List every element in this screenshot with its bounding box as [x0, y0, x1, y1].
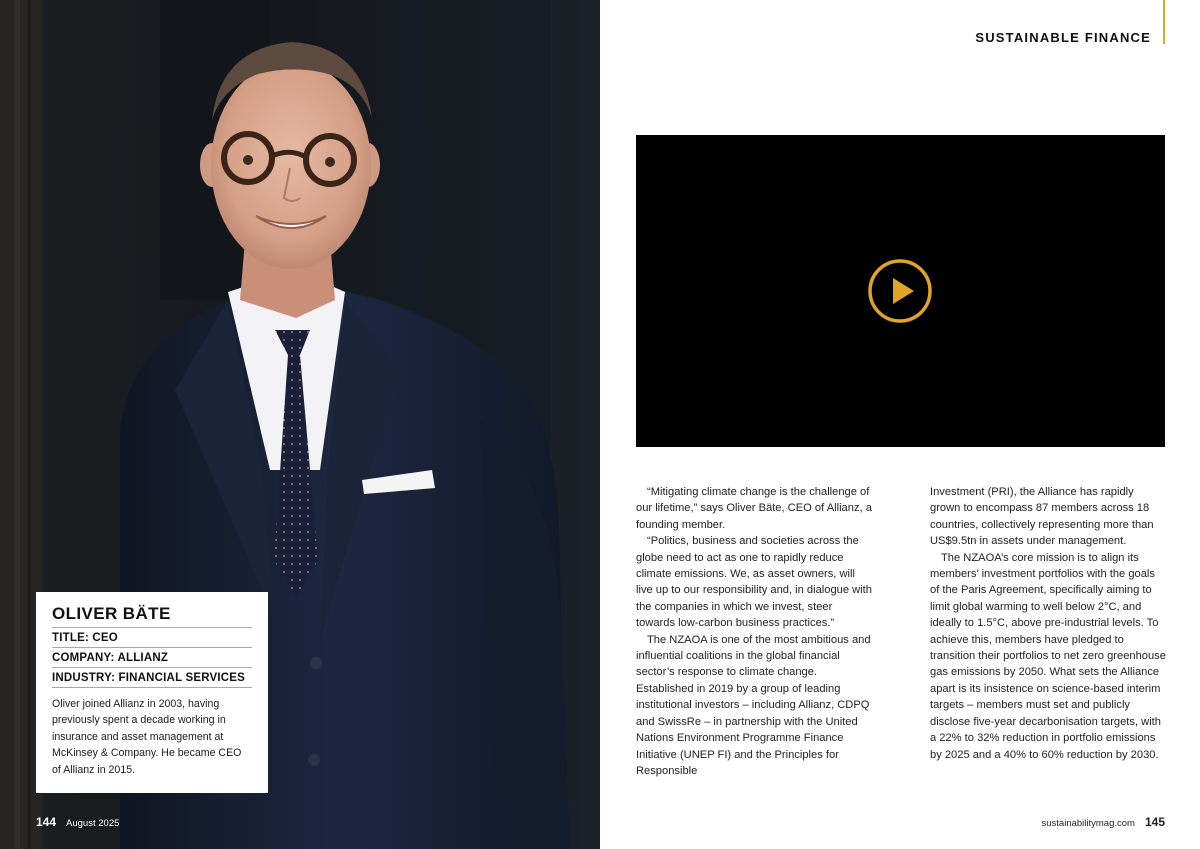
page-number-left: 144: [36, 815, 57, 829]
paragraph: “Mitigating climate change is the challenge of our lifetime,” says Oliver Bäte, CEO of Allianz, a founding member.: [636, 486, 872, 531]
paragraph: Investment (PRI), the Alliance has rapidly grown to encompass 87 members across 18 countries, collectively representing more than US$9.5tn in assets under management.: [930, 486, 1154, 548]
page-number-right: 145: [1144, 815, 1165, 829]
left-folio: [36, 815, 119, 829]
play-icon[interactable]: [868, 259, 932, 323]
profile-name: OLIVER BÄTE: [52, 604, 252, 628]
website-link[interactable]: sustainabilitymag.com: [1041, 818, 1135, 829]
section-title: SUSTAINABLE FINANCE: [975, 30, 1151, 45]
profile-card: [36, 592, 268, 793]
right-page: [600, 0, 1200, 849]
profile-bio: Oliver joined Allianz in 2003, having previously spent a decade working in insurance and asset management at McKinsey & Company. He became CEO of Allianz in 2015.: [52, 698, 242, 776]
article-column-1: [636, 484, 872, 779]
issue-date: August 2025: [66, 818, 120, 829]
article-column-2: [930, 484, 1166, 763]
profile-title: TITLE: CEO: [52, 628, 252, 648]
paragraph: “Politics, business and societies across the globe need to act as one to rapidly reduce climate emissions. We, as asset owners, will live up to our responsibility and, in dialogue with the companies in which we invest, steer towards low-carbon business practices.”: [636, 535, 872, 630]
right-folio: [1042, 815, 1166, 829]
paragraph: The NZAOA is one of the most ambitious and influential coalitions in the global financial sector’s response to climate change. Established in 2019 by a group of leading institutional investors – including Allianz, CDPQ and SwissRe – in partnership with the United Nations Environment Programme Finance Initiative (UNEP FI) and the Principles for Responsible: [636, 633, 871, 777]
section-accent-rule: [1163, 0, 1165, 44]
profile-industry: INDUSTRY: FINANCIAL SERVICES: [52, 668, 252, 688]
profile-company: COMPANY: ALLIANZ: [52, 648, 252, 668]
paragraph: The NZAOA’s core mission is to align its members’ investment portfolios with the goals of the Paris Agreement, specifically aiming to limit global warming to well below 2°C, and ideally to 1.5°C, above pre-industrial levels. To achieve this, members have pledged to transition their portfolios to net zero greenhouse gas emissions by 2050. What sets the Alliance apart is its insistence on science-based interim targets – members must set and publicly disclose five-year decarbonisation targets, with a 22% to 32% reduction in portfolio emissions by 2025 and a 40% to 60% reduction by 2030.: [930, 551, 1166, 761]
video-player[interactable]: [636, 135, 1165, 447]
